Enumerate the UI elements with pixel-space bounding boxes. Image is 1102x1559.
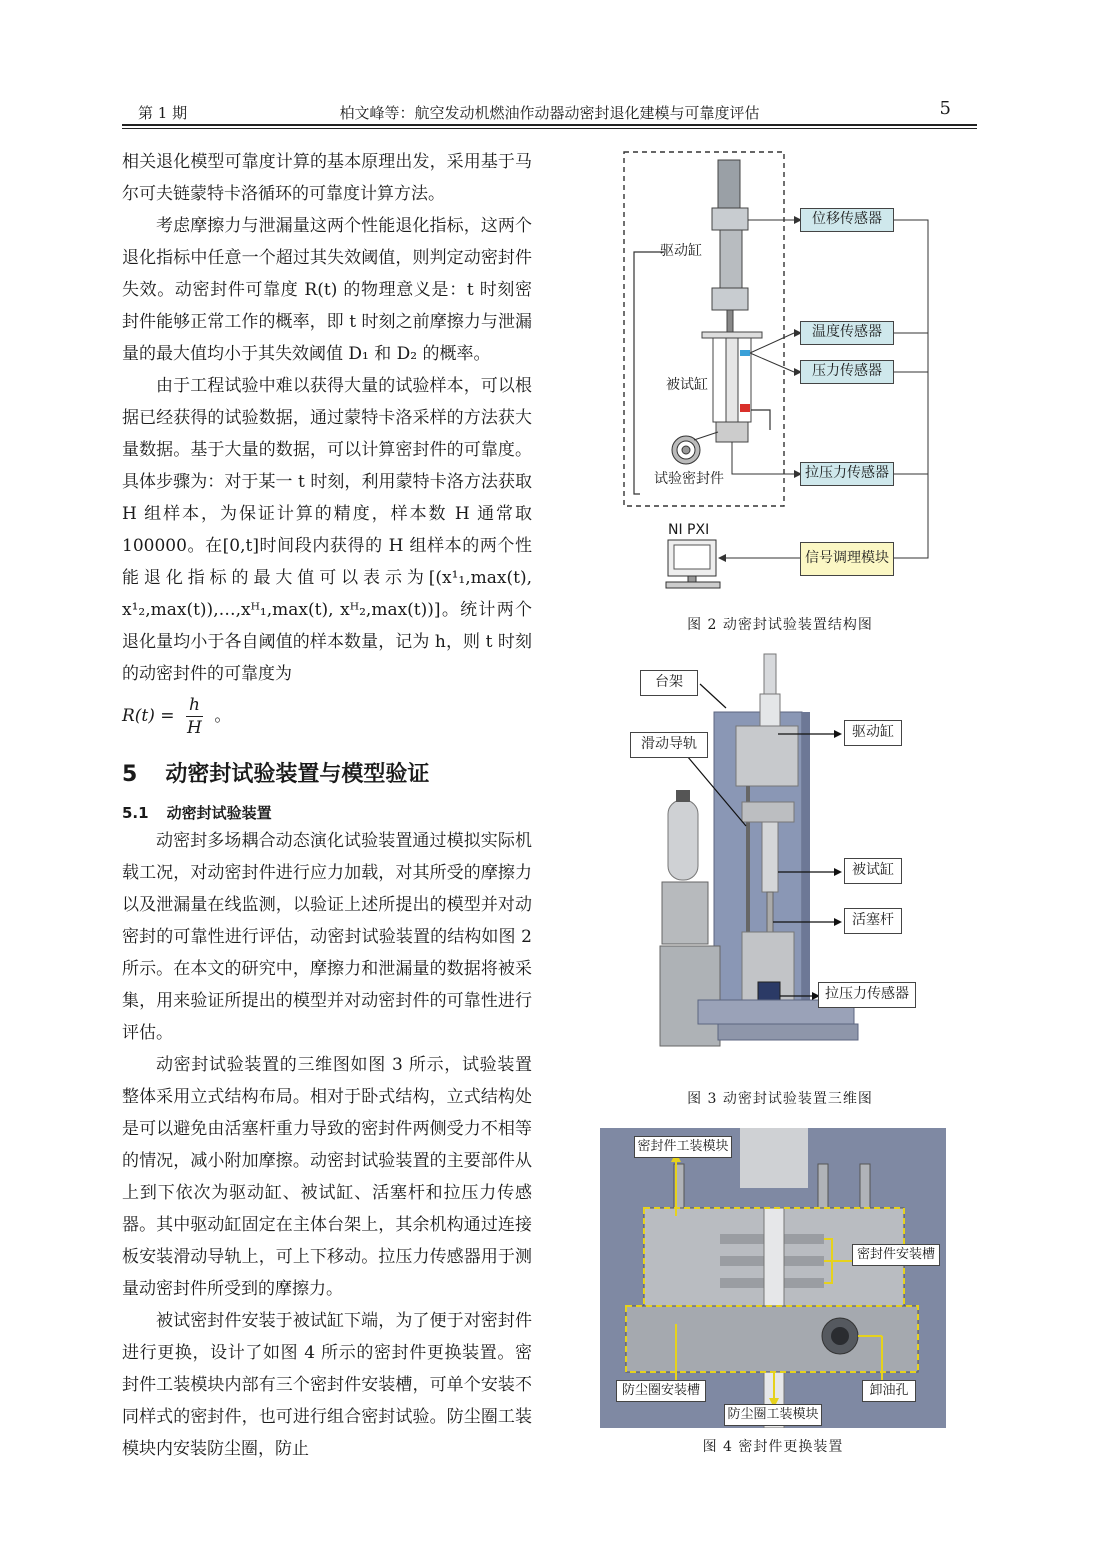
center-column bbox=[740, 1128, 808, 1188]
arrow-drive bbox=[834, 730, 842, 738]
label-oil-hole: 卸油孔 bbox=[862, 1380, 916, 1402]
label-tested: 被试缸 bbox=[844, 858, 902, 884]
paragraph-6: 被试密封件安装于被试缸下端，为了便于对密封件进行更换，设计了如图 4 所示的密封件更换装置。密封件工装模块内部有三个密封件安装槽，可单个安装不同样式的密封件，也可进行组合密封试验。防尘圈工装模块内安装防尘圈，防止 bbox=[122, 1311, 532, 1459]
header-rule bbox=[122, 124, 977, 126]
label-seal-module: 密封件工装模块 bbox=[634, 1136, 732, 1158]
tested-plate bbox=[742, 802, 794, 822]
label-drive: 驱动缸 bbox=[844, 720, 902, 746]
tested-flange bbox=[702, 332, 762, 338]
drive-cylinder-body bbox=[720, 230, 742, 290]
drive-cylinder-rod bbox=[718, 160, 740, 210]
paragraph-5: 动密封试验装置的三维图如图 3 所示，试验装置整体采用立式结构布局。相对于卧式结构，立式结构处是可以避免由活塞杆重力导致的密封件两侧受力不相等的情况，减小附加摩擦。动密封试验装置的主要部件从上到下依次为驱动缸、被试缸、活塞杆和拉压力传感器。其中驱动缸固定在主体台架上，其余机构通过连接板安装滑动导轨上，可上下移动。拉压力传感器用于测量动密封件所受到的摩擦力。 bbox=[122, 1055, 532, 1299]
figure-2-diagram bbox=[600, 140, 960, 600]
label-drive-cylinder: 驱动缸 bbox=[660, 243, 702, 259]
paragraph-2: 考虑摩擦力与泄漏量这两个性能退化指标，这两个退化指标中任意一个超过其失效阈值，则判定动密封件失效。动密封件可靠度 R(t) 的物理意义是：t 时刻密封件能够正常工作的概率，即 t 时刻之前摩擦力与泄漏量的最大值均小于其失效阈值 D₁ 和 D₂ 的概率。 bbox=[122, 216, 532, 364]
leader-frame bbox=[700, 684, 726, 708]
pressure-port bbox=[740, 404, 750, 412]
section-heading bbox=[122, 757, 532, 788]
arrow-rod bbox=[834, 918, 842, 926]
oil-hole-inner bbox=[831, 1327, 849, 1345]
subsection-number: 5.1 bbox=[122, 804, 149, 822]
arrow-tested bbox=[834, 868, 842, 876]
box-force-sensor: 拉压力传感器 bbox=[800, 462, 894, 486]
dust-module-block bbox=[626, 1306, 918, 1372]
paragraph-3: 由于工程试验中难以获得大量的试验样本，可以根据已经获得的试验数据，通过蒙特卡洛采样的方法获大量数据。基于大量的数据，可以计算密封件的可靠度。具体步骤为：对于某一 t 时刻，利用蒙特卡洛方法获取 H 组样本，为保证计算的精度，样本数 H 通常取 100000。在[0,t]时间段内获得的 H 组样本的两个性能退化指标的最大值可以表示为[(x¹₁,max(t), x¹₂,max(t)),…,xᴴ₁,max(t), xᴴ₂,max(t))]。统计两个退化量均小于各自阈值的样本数量，记为 h，则 t 时刻的动密封件的可靠度为 bbox=[122, 376, 532, 684]
paragraph-4: 动密封多场耦合动态演化试验装置通过模拟实际机载工况，对动密封件进行应力加载，对其所受的摩擦力以及泄漏量在线监测，以验证上述所提出的模型并对动密封的可靠性进行评估，动密封试验装置的结构如图 2 所示。在本文的研究中，摩擦力和泄漏量的数据将被采集，用来验证所提出的模型并对动密封件的可靠性进行评估。 bbox=[122, 831, 532, 1043]
label-slide-rail: 滑动导轨 bbox=[630, 732, 708, 758]
feedback-line bbox=[634, 252, 664, 494]
label-seal-groove: 密封件安装槽 bbox=[852, 1244, 940, 1266]
subsection-title: 动密封试验装置 bbox=[166, 804, 272, 822]
box-signal-conditioning: 信号调理模块 bbox=[800, 542, 894, 576]
reliability-formula bbox=[122, 694, 532, 739]
left-frame bbox=[660, 946, 720, 1046]
dashed-enclosure bbox=[624, 152, 784, 506]
section-title: 动密封试验装置与模型验证 bbox=[165, 762, 430, 787]
running-title: 柏文峰等：航空发动机燃油作动器动密封退化建模与可靠度评估 bbox=[339, 104, 760, 122]
accumulator bbox=[668, 800, 698, 880]
seal-block bbox=[716, 422, 748, 442]
paragraph-1: 相关退化模型可靠度计算的基本原理出发，采用基于马尔可夫链蒙特卡洛循环的可靠度计算方法。 bbox=[122, 152, 532, 204]
right-pin-1 bbox=[818, 1164, 828, 1212]
seal-ring-inner bbox=[682, 446, 690, 454]
label-dust-module: 防尘圈工装模块 bbox=[724, 1404, 822, 1426]
label-test-seal: 试验密封件 bbox=[654, 471, 724, 487]
box-temperature-sensor: 温度传感器 bbox=[800, 321, 894, 345]
base-foot bbox=[718, 1024, 858, 1040]
temp-port bbox=[740, 350, 750, 356]
section-number: 5 bbox=[122, 762, 138, 787]
accumulator-top bbox=[676, 790, 690, 802]
box-pressure-sensor: 压力传感器 bbox=[800, 360, 894, 384]
valve-block bbox=[662, 882, 708, 944]
frame-side bbox=[802, 712, 810, 1008]
connector bbox=[727, 310, 733, 332]
drive-cylinder-bottom bbox=[712, 288, 748, 310]
seal-leader bbox=[694, 432, 718, 440]
label-force-sensor: 拉压力传感器 bbox=[818, 982, 916, 1008]
drive-bracket bbox=[736, 726, 798, 786]
formula-fraction bbox=[186, 694, 203, 739]
figure-2-caption: 图 2 动密封试验装置结构图 bbox=[687, 617, 873, 633]
figure-2 bbox=[600, 140, 960, 600]
header-rule-thin bbox=[122, 128, 977, 129]
label-ni-pxi: NI PXI bbox=[668, 522, 710, 538]
subsection-heading bbox=[122, 802, 532, 823]
formula-denominator: H bbox=[187, 718, 202, 738]
figure-4 bbox=[600, 1128, 946, 1428]
box-displacement-sensor: 位移传感器 bbox=[800, 208, 894, 232]
arrow-signal bbox=[718, 554, 726, 562]
figure-3-caption: 图 3 动密封试验装置三维图 bbox=[687, 1091, 873, 1107]
link-press bbox=[750, 353, 794, 372]
formula-numerator: h bbox=[186, 694, 203, 717]
force-sensor bbox=[758, 982, 780, 1002]
formula-lhs: R(t) = bbox=[122, 706, 175, 726]
figure-3 bbox=[628, 650, 928, 1070]
monitor-screen bbox=[674, 545, 710, 569]
figure-4-caption: 图 4 密封件更换装置 bbox=[702, 1439, 844, 1455]
monitor-stand bbox=[688, 576, 696, 582]
label-rod: 活塞杆 bbox=[844, 908, 902, 934]
right-pin-2 bbox=[860, 1164, 870, 1212]
page-number: 5 bbox=[939, 98, 951, 119]
left-column bbox=[122, 146, 532, 1465]
label-tested-cylinder: 被试缸 bbox=[666, 377, 708, 393]
keyboard bbox=[666, 582, 720, 588]
drive-cylinder-top bbox=[712, 208, 748, 230]
formula-tail: 。 bbox=[214, 706, 232, 726]
issue-number: 第 1 期 bbox=[138, 104, 188, 122]
label-frame: 台架 bbox=[640, 670, 698, 696]
link-force bbox=[732, 442, 794, 474]
page-header bbox=[122, 98, 977, 126]
oil-drain bbox=[751, 410, 770, 430]
drive-rod bbox=[764, 654, 776, 694]
tested-rod bbox=[726, 338, 738, 436]
tested-cylinder bbox=[762, 820, 778, 892]
label-dust-groove: 防尘圈安装槽 bbox=[616, 1380, 706, 1402]
sensor-bus bbox=[890, 220, 928, 558]
